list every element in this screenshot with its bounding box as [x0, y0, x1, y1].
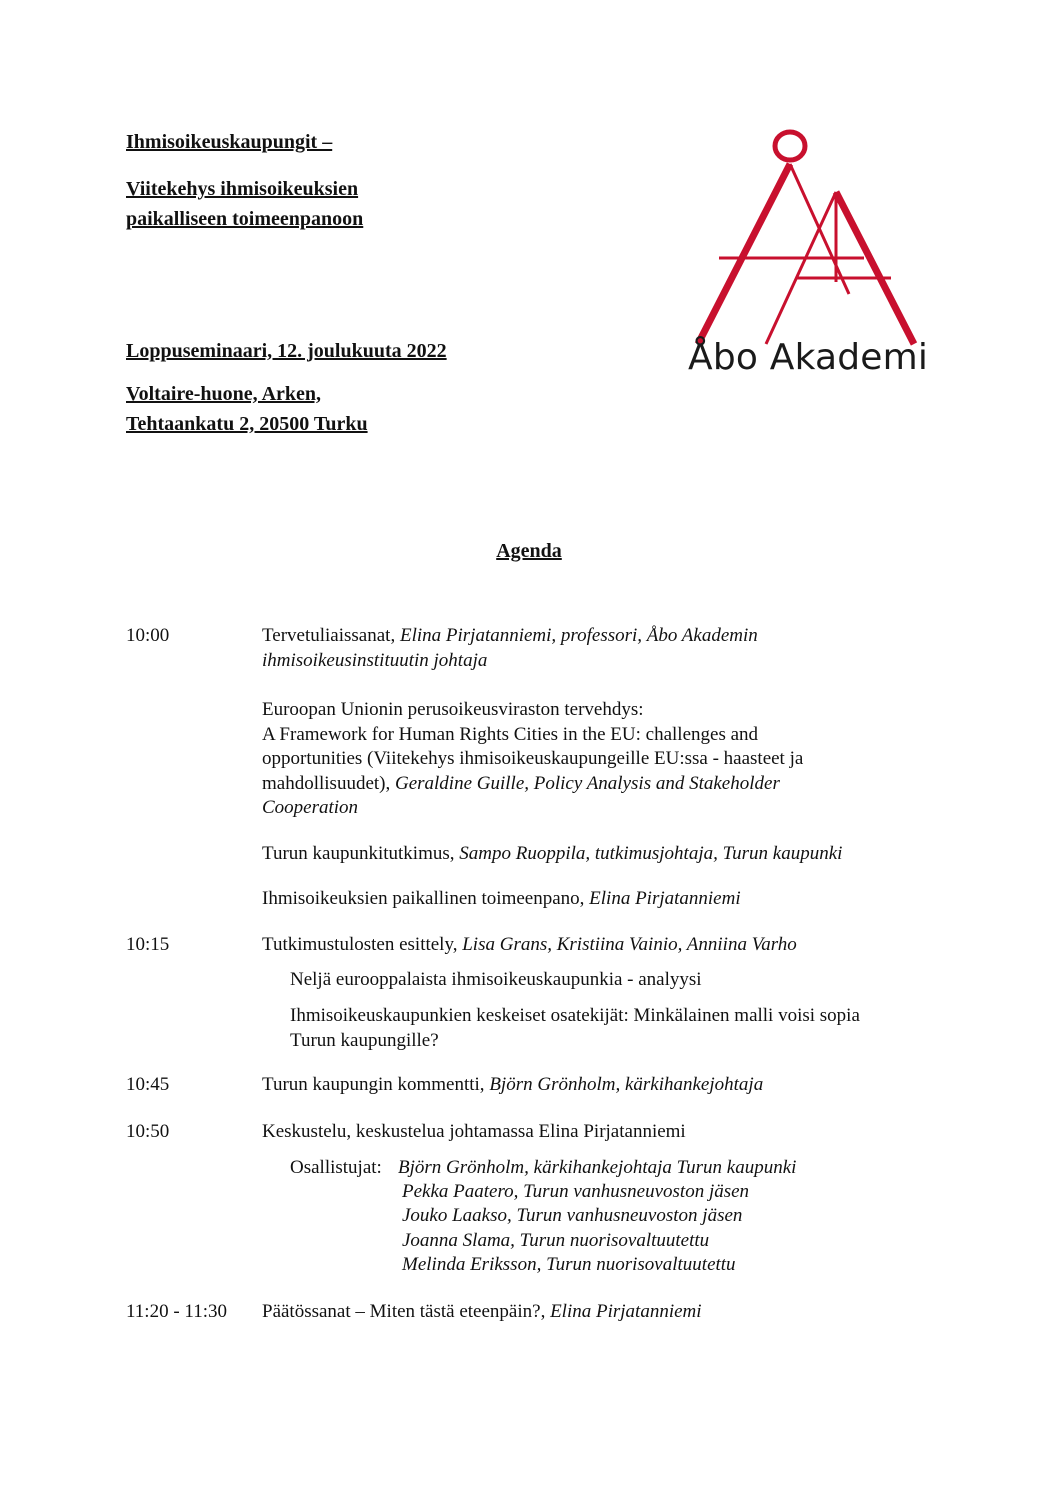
agenda-item-fra-greeting: Euroopan Unionin perusoikeusviraston tervehdys: A Framework for Human Rights Cities in the EU: challenges and opportunities (Viitekehys ihmisoikeuskaupungeille EU:ssa - haasteet ja mahdollisuudet), Geraldine Guille, Policy Analysis and Stakeholder Cooperation — [262, 699, 804, 818]
document-subtitle-line-2: paikalliseen toimeenpanoon — [126, 208, 364, 230]
agenda-time-1045: 10:45 — [126, 1074, 170, 1095]
agenda-time-1120: 11:20 - 11:30 — [126, 1301, 227, 1322]
event-date: Loppuseminaari, 12. joulukuuta 2022 — [126, 340, 447, 362]
agenda-item-closing: Päätössanat – Miten tästä eteenpäin?, Elina Pirjatanniemi — [262, 1301, 702, 1322]
document-subtitle-line-1: Viitekehys ihmisoikeuksien — [126, 178, 359, 200]
agenda-item-research-results: Tutkimustulosten esittely, Lisa Grans, Kristiina Vainio, Anniina Varho — [262, 934, 797, 955]
participant-item: Melinda Eriksson, Turun nuorisovaltuutettu — [402, 1254, 736, 1275]
agenda-item-welcome: Tervetuliaissanat, Elina Pirjatanniemi, professori, Åbo Akademin ihmisoikeusinstituutin johtaja — [262, 625, 758, 671]
participant-item: Jouko Laakso, Turun vanhusneuvoston jäsen — [402, 1205, 743, 1226]
abo-akademi-logo — [686, 122, 938, 384]
agenda-time-1015: 10:15 — [126, 934, 170, 955]
agenda-item-city-comment: Turun kaupungin kommentti, Björn Grönholm, kärkihankejohtaja — [262, 1074, 764, 1095]
participants-label: Osallistujat: — [290, 1157, 382, 1178]
venue-line-1: Voltaire-huone, Arken, — [126, 383, 322, 405]
agenda-item-discussion: Keskustelu, keskustelua johtamassa Elina Pirjatanniemi — [262, 1121, 686, 1142]
document-title: Ihmisoikeuskaupungit – — [126, 131, 333, 153]
agenda-heading: Agenda — [496, 540, 562, 562]
venue-line-2: Tehtaankatu 2, 20500 Turku — [126, 413, 368, 435]
logo-wordmark: Åbo Akademi — [688, 337, 929, 378]
agenda-time-1000: 10:00 — [126, 625, 170, 646]
agenda-subitem-key-components: Ihmisoikeuskaupunkien keskeiset osatekijät: Minkälainen malli voisi sopia Turun kaupungille? — [290, 1005, 860, 1051]
agenda-item-city-research: Turun kaupunkitutkimus, Sampo Ruoppila, tutkimusjohtaja, Turun kaupunki — [262, 843, 843, 864]
agenda-subitem-analysis: Neljä eurooppalaista ihmisoikeuskaupunkia - analyysi — [290, 969, 702, 990]
agenda-item-local-implementation: Ihmisoikeuksien paikallinen toimeenpano, Elina Pirjatanniemi — [262, 888, 741, 909]
agenda-time-1050: 10:50 — [126, 1121, 170, 1142]
participant-item: Joanna Slama, Turun nuorisovaltuutettu — [402, 1230, 710, 1251]
participant-item: Björn Grönholm, kärkihankejohtaja Turun kaupunki — [398, 1157, 797, 1178]
participant-item: Pekka Paatero, Turun vanhusneuvoston jäsen — [402, 1181, 750, 1202]
